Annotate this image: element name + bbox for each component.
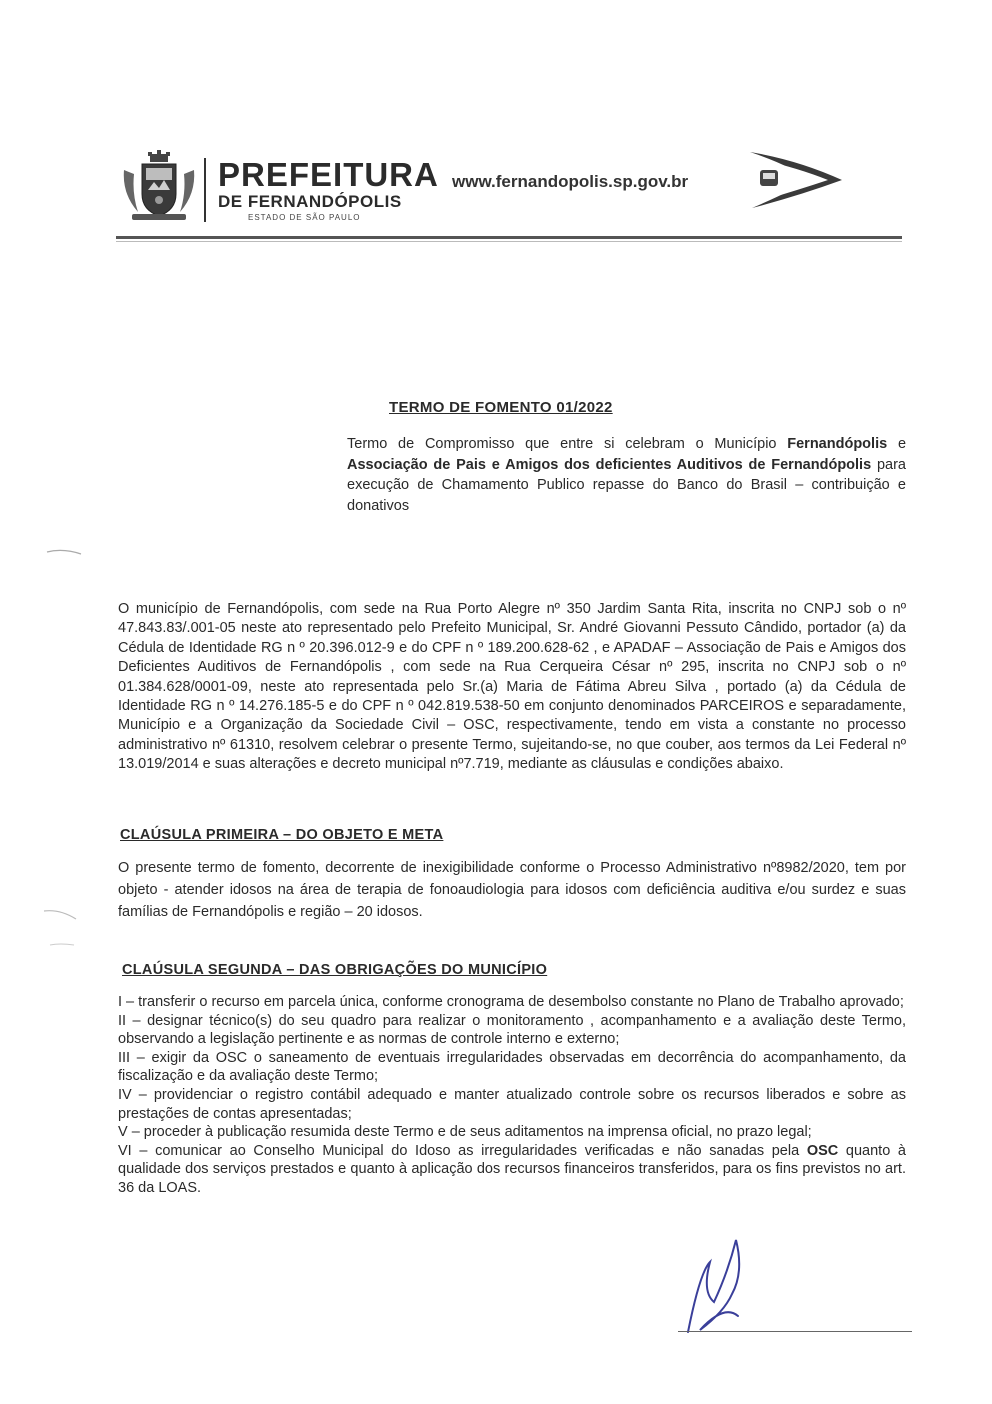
preamble-municipality: Fernandópolis xyxy=(787,436,888,452)
preamble-association: Associação de Pais e Amigos dos deficientes Auditivos de Fernandópolis xyxy=(347,456,872,473)
website-url: www.fernandopolis.sp.gov.br xyxy=(452,172,689,191)
list-item xyxy=(118,1142,906,1198)
list-item-text: VI – comunicar ao Conselho Municipal do Idoso as irregularidades verificadas e não sanadas pela xyxy=(118,1142,807,1159)
intro-paragraph: O município de Fernandópolis, com sede na Rua Porto Alegre nº 350 Jardim Santa Rita, inscrita no CNPJ sob o nº 47.843.83/.001-05 neste ato representado pelo Prefeito Municipal, Sr. André Giovanni Pessuto Cândido, portador (a) da Cédula de Identidade RG n º 20.396.012-9 e do CPF n º 189.200.628-62 , e APADAF – Associação de Pais e Amigos dos Deficientes Auditivos de Fernandópolis , com sede na Rua Cerqueira César nº 295, inscrita no CNPJ sob o nº 01.384.628/0001-09, neste ato representada pelo Sr.(a) Maria de Fátima Abreu Silva , portado (a) da Cédula de Identidade RG n º 14.276.185-5 e do CPF n º 042.819.538-50 em conjunto denominados PARCEIROS e separadamente, Município e a Organização da Sociedade Civil – OSC, respectivamente, tendo em vista a constante no processo administrativo nº 61310, resolvem celebrar o presente Termo, sujeitando-se, no que couber, aos termos da Lei Federal nº 13.019/2014 e suas alterações e decreto municipal nº7.719, mediante as cláusulas e condições abaixo. xyxy=(118,601,906,773)
clause-1-text: O presente termo de fomento, decorrente de inexigibilidade conforme o Processo Administrativo nº8982/2020, tem por objeto - atender idosos na área de terapia de fonoaudiologia para idosos com deficiência auditiva e/ou surdez e suas famílias de Fernandópolis e região – 20 idosos. xyxy=(118,860,906,920)
list-item: III – exigir da OSC o saneamento de eventuais irregularidades observadas em decorrência do acompanhamento, da fiscalização e da avaliação deste Termo; xyxy=(118,1049,906,1085)
preamble xyxy=(347,434,906,516)
brand-subtitle: DE FERNANDÓPOLIS xyxy=(218,192,402,211)
brand-title: PREFEITURA xyxy=(218,156,439,193)
margin-mark xyxy=(40,905,80,949)
municipal-crest-icon xyxy=(120,150,198,222)
list-item-text: quanto à qualidade dos serviços prestados e quanto à aplicação dos recursos financeiros transferidos, para os fins previstos no art. 36 da LOAS. xyxy=(118,1142,906,1196)
clause-2-heading: CLAÚSULA SEGUNDA – DAS OBRIGAÇÕES DO MUNICÍPIO xyxy=(122,962,548,978)
city-emblem-icon xyxy=(748,146,848,212)
clause-1-heading: CLAÚSULA PRIMEIRA – DO OBJETO E META xyxy=(120,827,444,843)
preamble-text: e xyxy=(887,436,907,452)
preamble-text: para execução de Chamamento Publico repasse do Banco do Brasil – contribuição e donativos xyxy=(347,456,906,514)
preamble-text: Termo de Compromisso que entre si celebram o Município xyxy=(347,436,788,452)
brand-state: ESTADO DE SÃO PAULO xyxy=(248,213,361,222)
signature-line xyxy=(678,1331,912,1332)
list-item: IV – providenciar o registro contábil adequado e manter atualizado controle sobre os recursos liberados e sobre as prestações de contas apresentadas; xyxy=(118,1086,906,1122)
header-divider xyxy=(204,158,206,222)
list-item: V – proceder à publicação resumida deste Termo e de seus aditamentos na imprensa oficial, no prazo legal; xyxy=(118,1124,812,1141)
brand-logo xyxy=(218,158,439,224)
header-rule xyxy=(116,236,902,239)
list-item: I – transferir o recurso em parcela única, conforme cronograma de desembolso constante no Plano de Trabalho aprovado; xyxy=(118,994,904,1010)
document-title: TERMO DE FOMENTO 01/2022 xyxy=(389,399,613,416)
list-item-osc: OSC xyxy=(806,1142,839,1159)
list-item: II – designar técnico(s) do seu quadro para realizar o monitoramento , acompanhamento e a avaliação deste Termo, observando a legislação pertinente e as normas de controle interno e externo; xyxy=(118,1012,906,1048)
signature-mark xyxy=(680,1232,752,1336)
clause-2-list xyxy=(118,993,906,1198)
header-rule-thin xyxy=(116,241,902,242)
margin-mark xyxy=(45,546,85,558)
